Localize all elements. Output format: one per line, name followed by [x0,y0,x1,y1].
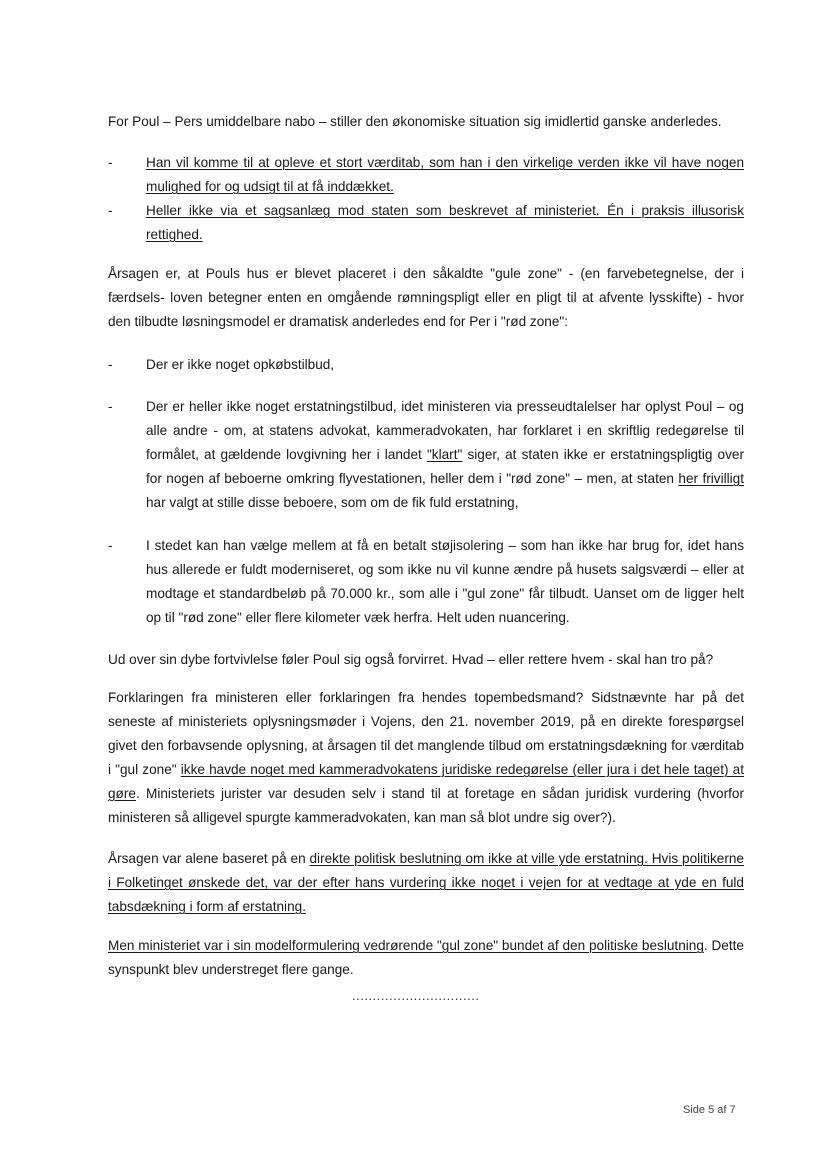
bullet-dash: - [108,203,113,218]
bullet-dash: - [108,399,113,414]
underlined-text: ikke havde noget med kammeradvokatens juridiske redegørelse (eller jura i det hele taget) at gøre [108,762,744,801]
bullet-text: Der er ikke noget opkøbstilbud, [146,357,335,372]
paragraph-confusion: Ud over sin dybe fortvivlelse føler Poul sig også forvirret. Hvad – eller rettere hvem - skal han tro på? [108,652,714,667]
bullet-text: Han vil komme til at opleve et stort værditab, som han i den virkelige verden ikke vil have nogen mulighed for og udsigt til at få inddækket. [146,155,744,194]
paragraph-explanation [108,686,744,830]
underlined-text: direkte politisk beslutning om ikke at ville yde erstatning. Hvis politikerne i Folketinget ønskede det, var der efter hans vurdering ikke noget i vejen for at vedtage at yde en fuld tabsdækning i form af erstatning. [108,851,744,914]
bullet-dash: - [108,538,113,553]
text-run: Årsagen var alene baseret på en [108,851,310,866]
text-run: . Ministeriets jurister var desuden selv i stand til at foretage en sådan juridisk vurdering (hvorfor ministeren så alligevel spurgte kammeradvokaten, kan man så blot undre sig over?). [108,786,744,825]
underlined-text: her frivilligt [678,471,744,486]
underlined-text: Men ministeriet var i sin modelformulering vedrørende "gul zone" bundet af den politiske beslutning [108,938,704,953]
text-run: Der er heller ikke noget erstatningstilbud, idet ministeren via presseudtalelser har oplyst Poul – og alle andre - om, at statens advokat, kammeradvokaten, har forklaret i en skriftlig redegørelse til formålet, at gældende lovgivning her i landet [146,399,744,462]
text-run: . Dette synspunkt blev understreget flere gange. [108,938,744,977]
paragraph-political-decision [108,847,744,919]
text-run: har valgt at stille disse beboere, som om de fik fuld erstatning, [146,495,519,510]
underlined-text: "klart" [426,447,463,462]
paragraph-intro: For Poul – Pers umiddelbare nabo – stiller den økonomiske situation sig imidlertid ganske anderledes. [108,114,722,129]
page-number: Side 5 af 7 [683,1104,736,1116]
section-separator: ............................... [352,988,480,1003]
bullet-dash: - [108,357,113,372]
bullet-text: I stedet kan han vælge mellem at få en betalt støjisolering – som han ikke har brug for, idet hans hus allerede er fuldt moderniseret, og som ikke nu vil kunne ændre på husets salgsværdi – eller at modtage et standardbeløb på 70.000 kr., som alle i "gul zone" får tilbudt. Uanset om de ligger helt op til "rød zone" eller flere kilometer væk herfra. Helt uden nuancering. [146,538,744,625]
paragraph-reason: Årsagen er, at Pouls hus er blevet placeret i den såkaldte "gule zone" - (en farvebetegnelse, der i færdsels- loven betegner enten en omgående rømningspligt eller en pligt til at afvente lysskifte) - hvor den tilbudte løsningsmodel er dramatisk anderledes end for Per i "rød zone": [108,266,744,329]
text-run: Forklaringen fra ministeren eller forklaringen fra hendes topembedsmand? Sidstnævnte har på det seneste af ministeriets oplysningsmøder i Vojens, den 21. november 2019, på en direkte forespørgsel givet den forbavsende oplysning, at årsagen til det manglende tilbud om erstatningsdækning for værditab i "gul zone" [108,690,744,777]
bullet-text: Heller ikke via et sagsanlæg mod staten som beskrevet af ministeriet. Én i praksis illusorisk rettighed. [146,203,744,242]
bullet-dash: - [108,155,113,170]
bullet-text [146,395,744,515]
text-run: siger, at staten ikke er erstatningspligtig over for nogen af beboerne omkring flyvestationen, heller dem i "rød zone" – men, at staten [146,447,744,486]
paragraph-ministry [108,934,744,982]
